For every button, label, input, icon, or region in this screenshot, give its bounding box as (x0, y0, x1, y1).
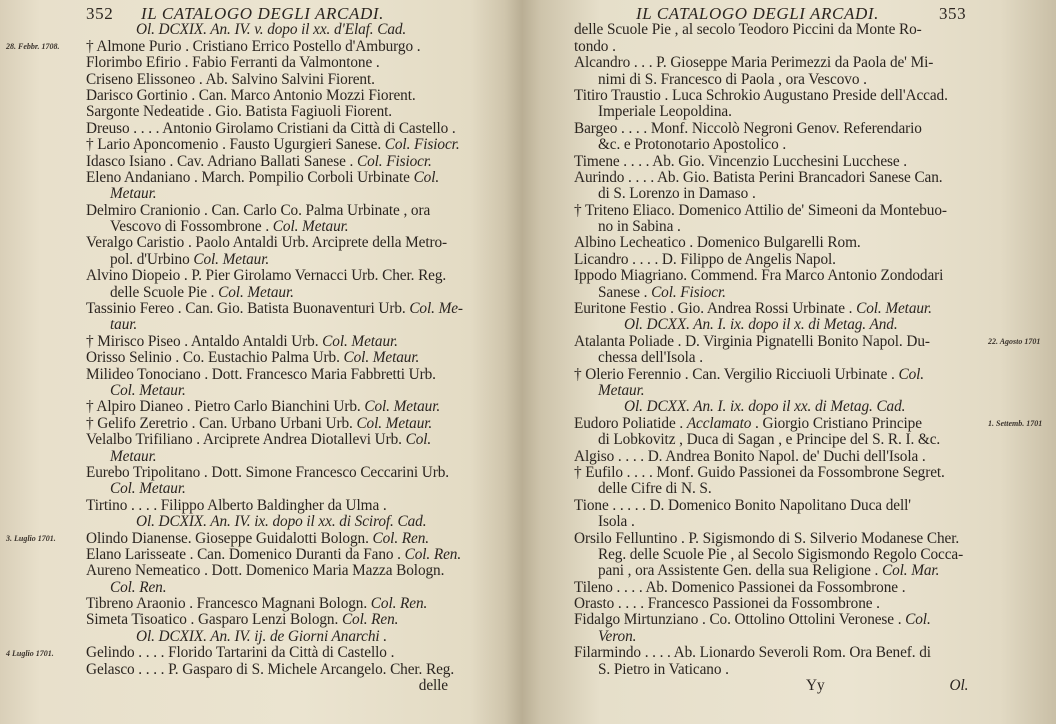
page-number: 353 (938, 4, 967, 23)
line-text: Reg. delle Scuole Pie , al Secolo Sigismondo Regolo Cocca- (598, 545, 964, 563)
text-line (574, 596, 976, 612)
margin-date-note: 3. Luglio 1701. (6, 533, 56, 543)
line-text: Criseno Elissoneo . Ab. Salvino Salvini Fiorent. (86, 70, 375, 88)
line-text: Isola . (598, 513, 635, 531)
text-line (574, 55, 976, 71)
line-text: Filarmindo . . . . Ab. Lionardo Severoli Rom. Ora Benef. di (574, 644, 931, 662)
italic-text: Col. Ren. (404, 545, 462, 563)
line-text: Tione . . . . . D. Domenico Bonito Napolitano Duca dell' (574, 496, 911, 514)
line-text: Timene . . . . Ab. Gio. Vincenzio Lucchesini Lucchese . (574, 152, 908, 170)
running-header (574, 6, 976, 22)
left-page (86, 6, 488, 694)
line-text: Orisso Selinio . Co. Eustachio Palma Urb. (86, 349, 344, 367)
text-line (86, 563, 488, 579)
text-line (86, 55, 488, 71)
line-text: Olindo Dianense. Gioseppe Guidalotti Bologn. (86, 529, 373, 547)
text-line (86, 186, 488, 202)
text-line (86, 170, 488, 186)
text-line (574, 645, 976, 661)
line-text: Orsilo Felluntino . P. Sigismondo di S. Silverio Modanese Cher. (574, 529, 960, 547)
text-line (86, 350, 488, 366)
italic-text: Col. Fisiocr. (651, 283, 726, 301)
margin-date-note: 22. Agosto 1701 (988, 337, 1041, 346)
italic-text: Col. (405, 431, 432, 449)
text-line (86, 219, 488, 235)
italic-text: Col. Metaur. (322, 332, 398, 350)
italic-text: Ol. DCXIX. An. IV. ix. dopo il xx. di Scirof. Cad. (136, 513, 427, 531)
italic-text: Col. Metaur. (110, 381, 186, 399)
text-line (86, 678, 488, 694)
text-line (574, 235, 976, 251)
text-line (574, 481, 976, 497)
text-line (574, 186, 976, 202)
italic-text: Col. (898, 365, 924, 383)
line-text: Sanese . (598, 283, 652, 301)
italic-text: Col. (905, 611, 931, 629)
line-text: † Alpiro Dianeo . Pietro Carlo Bianchini Urb. (86, 398, 365, 416)
line-text: Alvino Diopeio . P. Pier Girolamo Vernacci Urb. Cher. Reg. (86, 267, 447, 285)
italic-text: Metaur. (110, 185, 157, 203)
text-line (86, 531, 488, 547)
text-line (86, 449, 488, 465)
right-page (574, 6, 976, 694)
text-line (86, 612, 488, 628)
text-line (574, 154, 976, 170)
text-line (86, 465, 488, 481)
line-text: di S. Lorenzo in Damaso . (598, 185, 756, 203)
line-text: † Almone Purio . Cristiano Errico Postello d'Amburgo . (86, 37, 421, 55)
line-text: &c. e Protonotario Apostolico . (598, 136, 787, 154)
text-body (574, 22, 976, 678)
line-text: Tibreno Araonio . Francesco Magnani Bologn. (86, 595, 371, 613)
text-line (574, 252, 976, 268)
line-text: † Gelifo Zeretrio . Can. Urbano Urbani Urb. (86, 414, 357, 432)
text-line (574, 563, 976, 579)
text-line (574, 219, 976, 235)
line-text: Gelindo . . . . Florido Tartarini da Città di Castello . (86, 644, 395, 662)
italic-text: Acclamato (686, 414, 752, 432)
line-text: Algiso . . . . D. Andrea Bonito Napol. de' Duchi dell'Isola . (574, 447, 926, 465)
line-text: di Lobkovitz , Duca di Sagan , e Principe del S. R. I. &c. (598, 431, 941, 449)
line-text: Dreuso . . . . Antonio Girolamo Cristiani da Città di Castello . (86, 119, 456, 137)
signature-mark: Yy (806, 677, 825, 695)
olympiad-heading (86, 22, 488, 38)
line-text: Titiro Traustio . Luca Schrokio Augustano Preside dell'Accad. (574, 86, 948, 104)
italic-text: Metaur. (598, 381, 645, 399)
catchword: Ol. (949, 677, 969, 695)
olympiad-heading (86, 629, 488, 645)
text-line (86, 596, 488, 612)
line-text: Gelasco . . . . P. Gasparo di S. Michele Arcangelo. Cher. Reg. (86, 660, 455, 678)
line-text: tondo . (574, 37, 616, 55)
text-line (574, 531, 976, 547)
text-line (574, 203, 976, 219)
line-text: delle (418, 677, 448, 695)
text-line (86, 334, 488, 350)
text-line (86, 203, 488, 219)
olympiad-heading (86, 514, 488, 530)
text-line (86, 432, 488, 448)
line-text: Albino Lecheatico . Domenico Bulgarelli Rom. (574, 234, 861, 252)
text-line (574, 629, 976, 645)
text-line (574, 432, 976, 448)
line-text: pani , ora Assistente Gen. della sua Religione . (598, 562, 882, 580)
text-line (574, 22, 976, 38)
line-text: † Mirisco Piseo . Antaldo Antaldi Urb. (86, 332, 323, 350)
italic-text: Col. Metaur. (193, 250, 270, 268)
line-text: Aurindo . . . . Ab. Gio. Batista Perini Brancadori Sanese Can. (574, 168, 943, 186)
text-line (574, 498, 976, 514)
italic-text: Col. Metaur. (364, 398, 441, 416)
text-line (86, 88, 488, 104)
italic-text: Col. Fisiocr. (384, 136, 460, 154)
text-line (86, 498, 488, 514)
text-line (574, 416, 976, 432)
text-line (574, 104, 976, 120)
text-line (86, 121, 488, 137)
text-line (86, 252, 488, 268)
italic-text: Veron. (598, 627, 637, 645)
line-text: delle Cifre di N. S. (598, 480, 712, 498)
italic-text: Col. Metaur. (356, 414, 433, 432)
text-line (574, 612, 976, 628)
text-line (86, 154, 488, 170)
text-line (574, 285, 976, 301)
line-text: Imperiale Leopoldina. (598, 103, 732, 121)
italic-text: Col. Ren. (110, 578, 167, 596)
margin-date-note: 4 Luglio 1701. (6, 648, 54, 658)
text-line (86, 317, 488, 333)
text-line (574, 662, 976, 678)
italic-text: Col. Metaur. (856, 300, 932, 318)
italic-text: Col. Ren. (341, 611, 399, 629)
text-line (86, 580, 488, 596)
text-body (86, 22, 488, 694)
text-line (574, 350, 976, 366)
text-line (86, 399, 488, 415)
text-line (574, 39, 976, 55)
line-text: Atalanta Poliade . D. Virginia Pignatelli Bonito Napol. Du- (574, 332, 930, 350)
italic-text: Ol. DCXIX. An. IV. v. dopo il xx. d'Elaf. Cad. (136, 21, 407, 39)
line-text: Eurebo Tripolitano . Dott. Simone Francesco Ceccarini Urb. (86, 463, 449, 481)
line-text: pol. d'Urbino (110, 250, 194, 268)
text-line (574, 367, 976, 383)
text-line (574, 301, 976, 317)
italic-text: Ol. DCXX. An. I. ix. dopo il xx. di Metag. Cad. (624, 398, 906, 416)
line-text: delle Scuole Pie . (110, 283, 219, 301)
italic-text: Col. Metaur. (110, 480, 186, 498)
line-text: Tileno . . . . Ab. Domenico Passionei da Fossombrone . (574, 578, 906, 596)
italic-text: Metaur. (110, 447, 157, 465)
text-line (574, 580, 976, 596)
text-line (574, 88, 976, 104)
margin-date-note: 28. Febbr. 1708. (6, 41, 60, 51)
italic-text: Col. Ren. (370, 595, 428, 613)
text-line (574, 449, 976, 465)
italic-text: Col. Mar. (881, 562, 940, 580)
text-line (86, 547, 488, 563)
line-text: Eleno Andaniano . March. Pompilio Corboli Urbinate (86, 168, 414, 186)
running-header (86, 6, 488, 22)
line-text: Simeta Tisoatico . Gasparo Lenzi Bologn. (86, 611, 342, 629)
text-line (86, 383, 488, 399)
olympiad-heading (574, 317, 976, 333)
text-line (86, 137, 488, 153)
text-line (574, 383, 976, 399)
italic-text: Col. Metaur. (218, 283, 294, 301)
italic-text: Ol. DCXX. An. I. ix. dopo il x. di Metag. And. (624, 316, 898, 334)
italic-text: Col. Me- (409, 300, 463, 318)
line-text: Euritone Festio . Gio. Andrea Rossi Urbinate . (574, 300, 857, 318)
text-line (574, 72, 976, 88)
olympiad-heading (574, 399, 976, 415)
line-text: delle Scuole Pie , al secolo Teodoro Piccini da Monte Ro- (574, 21, 922, 39)
italic-text: taur. (110, 316, 138, 334)
text-line (86, 104, 488, 120)
italic-text: Ol. DCXIX. An. IV. ij. de Giorni Anarchi . (136, 627, 388, 645)
line-text: Fidalgo Mirtunziano . Co. Ottolino Ottolini Veronese . (574, 611, 906, 629)
text-line (86, 645, 488, 661)
line-text: Velalbo Trifiliano . Arciprete Andrea Diotallevi Urb. (86, 431, 406, 449)
text-line (574, 121, 976, 137)
line-text: no in Sabina . (598, 218, 681, 236)
margin-date-note: 1. Settemb. 1701 (988, 419, 1043, 428)
line-text: . Giorgio Cristiano Principe (751, 414, 922, 432)
line-text: Sargonte Nedeatide . Gio. Batista Fagiuoli Fiorent. (86, 103, 393, 121)
text-line (574, 268, 976, 284)
line-text: Aureno Nemeatico . Dott. Domenico Maria Mazza Bologn. (86, 562, 445, 580)
line-text: chessa dell'Isola . (598, 349, 703, 367)
line-text: † Triteno Eliaco. Domenico Attilio de' Simeoni da Montebuo- (574, 201, 947, 219)
line-text: Tirtino . . . . Filippo Alberto Baldingher da Ulma . (86, 496, 387, 514)
text-line (86, 301, 488, 317)
italic-text: Col. Ren. (372, 529, 429, 547)
text-line (574, 137, 976, 153)
text-line (86, 72, 488, 88)
line-text: Vescovo di Fossombrone . (110, 218, 273, 236)
running-title: IL CATALOGO DEGLI ARCADI. (141, 4, 384, 23)
line-text: Licandro . . . . D. Filippo de Angelis Napol. (574, 250, 836, 268)
text-line (574, 547, 976, 563)
line-text: S. Pietro in Vaticano . (598, 660, 729, 678)
line-text: Tassinio Fereo . Can. Gio. Batista Buonaventuri Urb. (86, 300, 410, 318)
line-text: Ippodo Miagriano. Commend. Fra Marco Antonio Zondodari (574, 267, 944, 285)
line-text: Florimbo Efirio . Fabio Ferranti da Valmontone . (86, 54, 380, 72)
italic-text: Col. (413, 168, 440, 186)
page-number: 352 (86, 4, 114, 23)
text-line (86, 367, 488, 383)
line-text: Darisco Gortinio . Can. Marco Antonio Mozzi Fiorent. (86, 86, 416, 104)
text-line (574, 170, 976, 186)
line-text: Orasto . . . . Francesco Passionei da Fossombrone . (574, 595, 880, 613)
text-line (86, 268, 488, 284)
line-text: † Eufilo . . . . Monf. Guido Passionei da Fossombrone Segret. (574, 463, 945, 481)
text-line (86, 285, 488, 301)
line-text: Veralgo Caristio . Paolo Antaldi Urb. Arciprete della Metro- (86, 234, 448, 252)
line-text: Elano Larisseate . Can. Domenico Duranti da Fano . (86, 545, 405, 563)
text-line (86, 662, 488, 678)
text-line (86, 481, 488, 497)
running-title: IL CATALOGO DEGLI ARCADI. (636, 4, 879, 23)
line-text: Idasco Isiano . Cav. Adriano Ballati Sanese . (86, 152, 357, 170)
line-text: Alcandro . . . P. Gioseppe Maria Perimezzi da Paola de' Mi- (574, 54, 934, 72)
page-footer (574, 678, 976, 694)
line-text: Eudoro Poliatide . (574, 414, 687, 432)
line-text: † Olerio Ferennio . Can. Vergilio Ricciuoli Urbinate . (574, 365, 899, 383)
italic-text: Col. Metaur. (343, 349, 420, 367)
line-text: Delmiro Cranionio . Can. Carlo Co. Palma Urbinate , ora (86, 201, 431, 219)
text-line (574, 465, 976, 481)
line-text: nimi di S. Francesco di Paola , ora Vescovo . (598, 70, 867, 88)
text-line (86, 39, 488, 55)
line-text: Bargeo . . . . Monf. Niccolò Negroni Genov. Referendario (574, 119, 922, 137)
italic-text: Col. Metaur. (272, 218, 349, 236)
italic-text: Col. Fisiocr. (356, 152, 432, 170)
text-line (574, 334, 976, 350)
text-line (574, 514, 976, 530)
line-text: Milideo Tonociano . Dott. Francesco Maria Fabbretti Urb. (86, 365, 436, 383)
text-line (86, 235, 488, 251)
line-text: † Lario Aponcomenio . Fausto Ugurgieri Sanese. (86, 136, 385, 154)
text-line (86, 416, 488, 432)
